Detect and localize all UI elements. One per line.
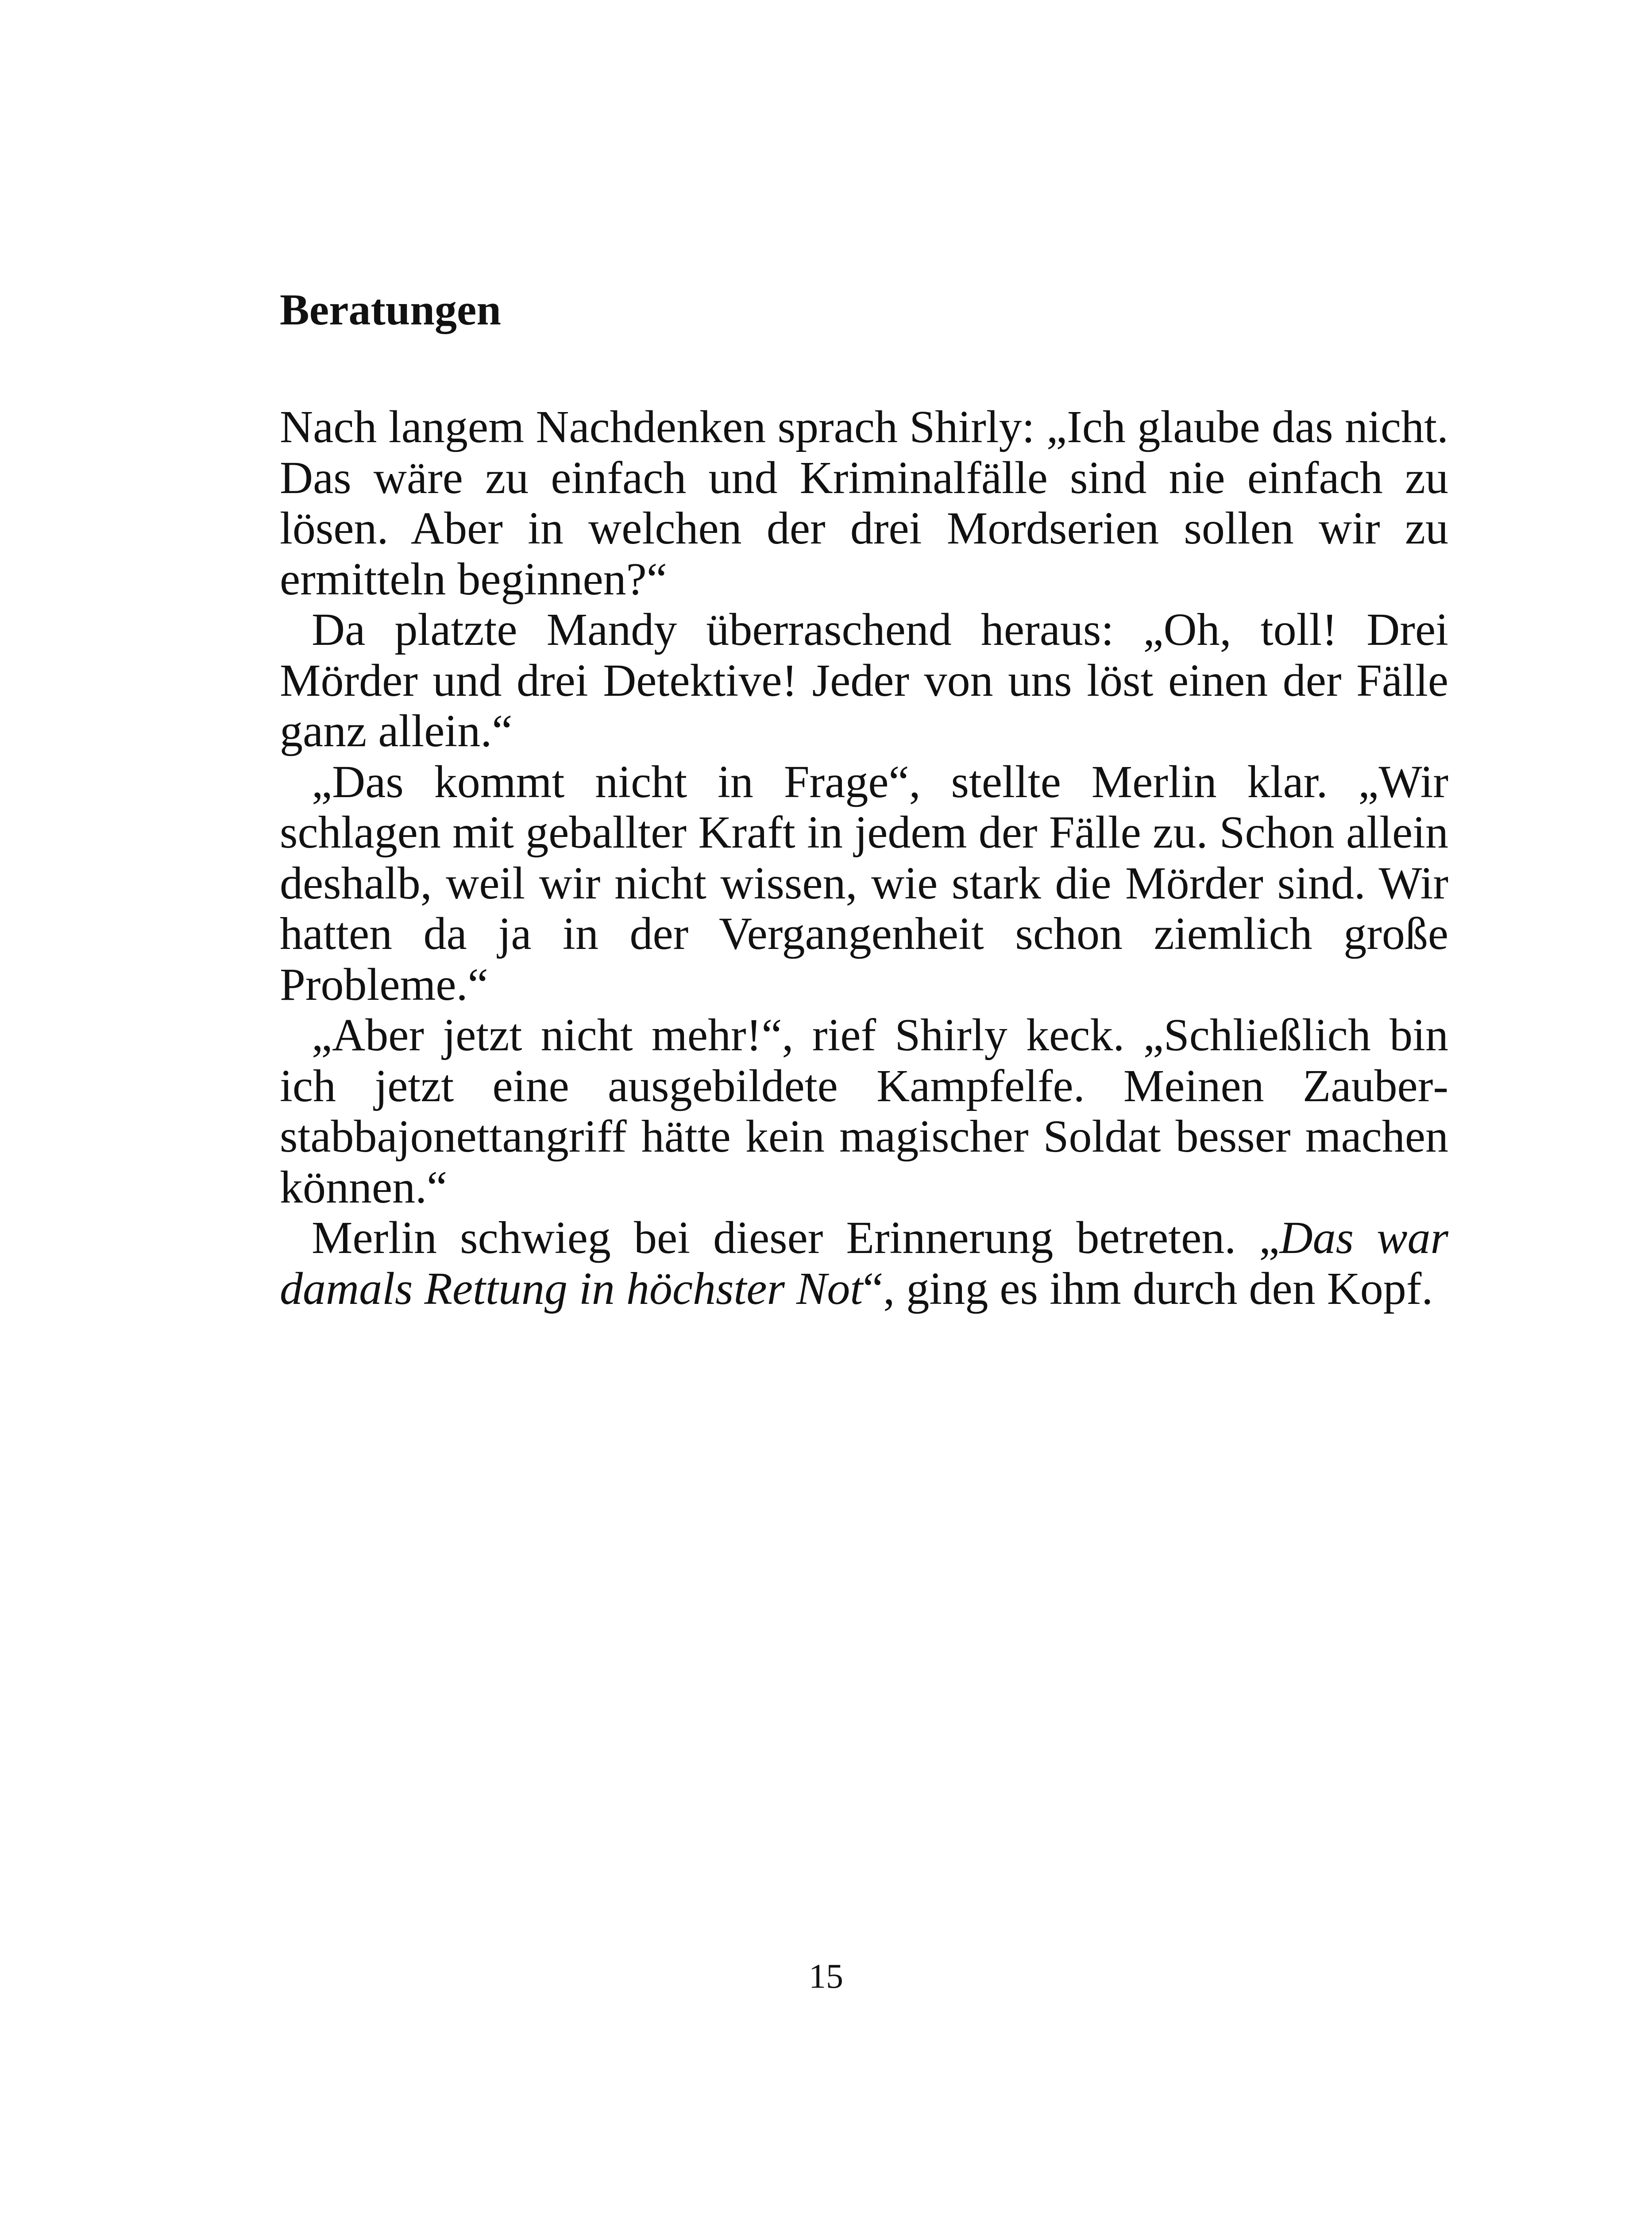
page-text-block (280, 283, 1448, 1314)
paragraph-5-text-after: “, ging es ihm durch den Kopf. (863, 1263, 1433, 1314)
page-number: 15 (809, 1957, 843, 1995)
paragraph-3: „Das kommt nicht in Frage“, stellte Merlin klar. „Wir schlagen mit geballter Kraft in jedem der Fälle zu. Schon allein deshalb, weil wir nicht wissen, wie stark die Mörder sind. Wir hatten da ja in der Vergangenheit schon ziemlich große Probleme.“ (280, 756, 1448, 1010)
paragraph-2: Da platzte Mandy überraschend heraus: „Oh, toll! Drei Mörder und drei Detektive! Jeder von uns löst einen der Fälle ganz allein.“ (280, 604, 1448, 756)
paragraph-5 (280, 1213, 1448, 1314)
chapter-title: Beratungen (280, 285, 501, 334)
paragraph-5-italic-thought: Das war damals Rettung in höchster Not (280, 1212, 1448, 1314)
paragraph-4: „Aber jetzt nicht mehr!“, rief Shirly keck. „Schließlich bin ich jetzt eine ausgebildete Kampfelfe. Meinen Zauberstabbajonettangriff hätte kein magischer Soldat besser machen können.“ (280, 1010, 1448, 1213)
paragraph-5-text-before: Merlin schwieg bei dieser Erinnerung betreten. „ (312, 1212, 1280, 1263)
chapter-body (280, 402, 1448, 1314)
paragraph-1: Nach langem Nachdenken sprach Shirly: „Ich glaube das nicht. Das wäre zu einfach und Kriminalfälle sind nie einfach zu lösen. Aber in welchen der drei Mordserien sollen wir zu ermitteln beginnen?“ (280, 401, 1448, 605)
